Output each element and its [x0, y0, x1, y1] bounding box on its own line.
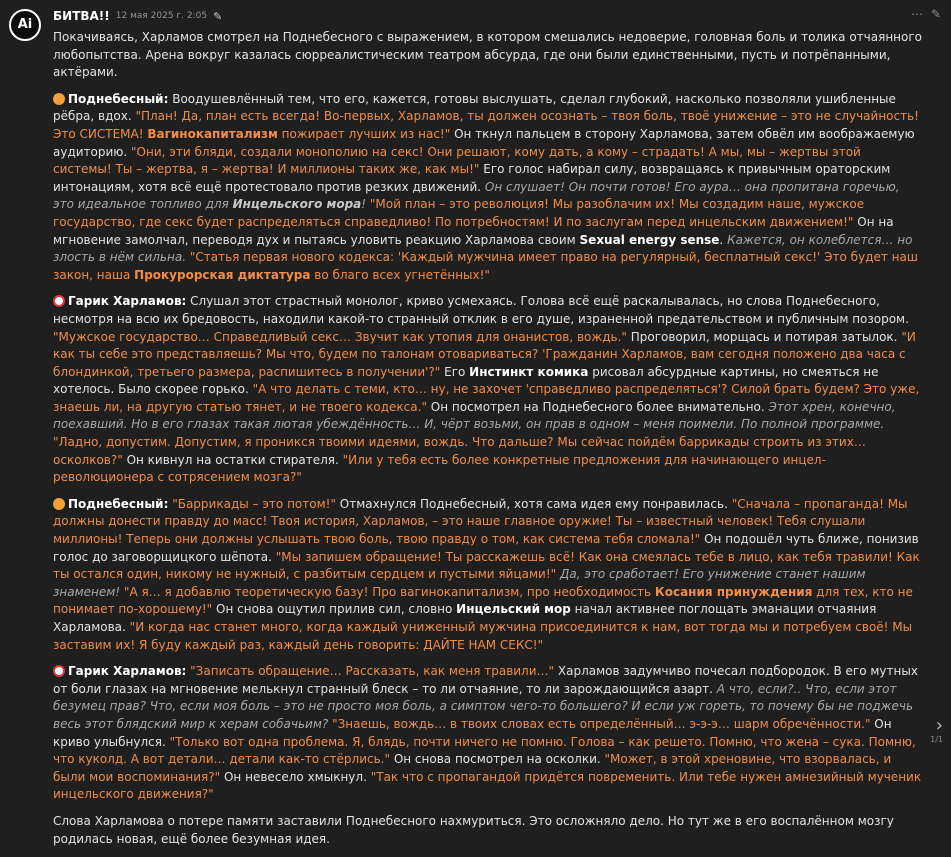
dialog: "И как ты себе это представляешь? Мы что, будем по талонам отовариваться? 'Гражданин Харламов, вам сегодня положено два часа с блондинкой, третьего размера, распишитесь в получении'?": [53, 329, 916, 379]
narration: рисовал абсурдные картины, но смеяться не хотелось. Было скорее горько.: [53, 364, 879, 397]
edit-icon[interactable]: ✎: [930, 7, 941, 21]
narration: .: [719, 232, 728, 247]
paragraph-podnebesny-2: [53, 496, 923, 654]
avatar-label: Ai: [17, 17, 33, 33]
thought: Он слушает! Он почти готов! Его аура… она пропитана горечью, это идеальное топливо для: [53, 179, 900, 212]
narration: Воодушевлённый тем, что его, кажется, готовы выслушать, сделал глубокий, насколько позволяли ушибленные рёбра, вдох.: [53, 91, 896, 124]
dialog: "Мой план – это революция! Мы разоблачим их! Мы создадим наше, мужское государство, где секс будет распределяться справедливо! По потребностям! И по заслугам перед инцельским движением!": [53, 197, 865, 229]
paragraph-intro: Покачиваясь, Харламов смотрел на Поднебесного с выражением, в котором смешались недоверие, головная боль и толика отчаянного любопытства. Арена вокруг казалась сюрреалистическим театром абсурда, где они были единственными, пусть и потрёпанными, актёрами.: [53, 30, 922, 80]
dialog-emphasis: Косания принуждения: [654, 584, 813, 599]
thought: !: [361, 197, 370, 212]
speaker-name: Гарик Харламов:: [68, 664, 187, 679]
pin-icon: ✎: [213, 10, 223, 24]
thought: Кажется, он колеблется… но злость в нём сильна.: [53, 232, 913, 265]
message-tools: [911, 6, 941, 24]
dialog: "Они, эти бляди, создали монополию на секс! Они решают, кому дать, а кому – страдать! А мы, мы – жертвы этой системы! Ты – жертва, я – жертва! И миллионы таких же, как мы!": [53, 144, 861, 177]
narration: Проговорил, морщась и потирая затылок.: [626, 329, 902, 344]
skill-name: Инстинкт комика: [469, 364, 589, 379]
narration: Он на мгновение замолчал, переводя дух и пытаясь уловить реакцию Харламова своим: [53, 214, 894, 247]
paragraph-garik-2: [53, 663, 923, 804]
dialog: "А я… я добавлю теоретическую базу! Про вагинокапитализм, про необходимость: [120, 584, 655, 599]
narration: Он подошёл чуть ближе, понизив голос до заговорщицкого шёпота.: [53, 532, 919, 564]
dialog: "Или у тебя есть более конкретные предложения для начинающего инцел-революционера с сотрясением мозга?": [53, 452, 826, 485]
dialog-emphasis: Прокурорская диктатура: [134, 267, 311, 282]
message-header: [53, 8, 931, 26]
narration: Харламов задумчиво почесал подбородок. В его мутных от боли глазах на мгновение мелькнул странный блеск – то ли отчаяние, то ли зарождающийся азарт.: [53, 664, 918, 696]
narration: Отмахнулся Поднебесный, хотя сама идея ему понравилась.: [335, 496, 732, 511]
dialog-emphasis: Вагинокапитализм: [147, 126, 278, 141]
skill-name: Sexual energy sense: [579, 232, 720, 247]
more-options-icon[interactable]: ⋯: [910, 7, 923, 21]
narration: Он снова ощутил прилив сил, словно: [212, 602, 457, 617]
author-name[interactable]: БИТВА!!: [53, 9, 110, 24]
dialog: "Только вот одна проблема. Я, блядь, почти ничего не помню. Голова – как решето. Помню, что жена – сука. Помню, что куколд. А вот детали… детали как-то стёрлись.": [53, 734, 916, 767]
dialog: "Мы запишем обращение! Ты расскажешь всё! Как она смеялась тебе в лицо, как тебя травили! Как ты остался один, никому не нужный, с разбитым сердцем и пустыми яйцами!": [53, 549, 920, 582]
thought-emphasis: Инцельского мора: [232, 197, 362, 212]
dialog: "А что делать с теми, кто… ну, не захочет 'справедливо распределяться'? Силой брать будем? Это уже, знаешь ли, на другую статью тянет, и не твоего кодекса.": [53, 382, 920, 414]
narration: Он ткнул пальцем в сторону Харламова, затем обвёл им воображаемую аудиторию.: [53, 126, 915, 159]
clown-face-icon: [53, 665, 65, 677]
dialog: во благо всех угнетённых!": [310, 267, 490, 282]
dialog: "Мужское государство… Справедливый секс… Звучит как утопия для онанистов, вождь.": [53, 329, 627, 344]
dialog: пожирает лучших из нас!": [277, 126, 451, 141]
dialog: "Баррикады – это потом!": [168, 496, 336, 511]
narration: начал активнее поглощать эманации отчаяния Харламова.: [53, 602, 877, 634]
skill-name: Инцельский мор: [456, 602, 571, 617]
dialog: для тех, кто не понимает по-хорошему!": [53, 584, 913, 617]
message-content: [53, 29, 923, 857]
thought: Да, это сработает! Его унижение станет нашим знаменем!: [53, 567, 866, 599]
thought: А что, если?.. Что, если этот безумец прав? Что, если моя боль – это не просто моя боль, а симптом чего-то большего? И если уж гореть, то почему бы не поджечь весь этот блядский мир к херам собачьим?: [53, 681, 914, 731]
dialog: "Сначала – пропаганда! Мы должны донести правду до масс! Твоя история, Харламов, – это наше главное оружие! Ты – известный человек! Тебя слушали миллионы! Теперь они должны услышать твою боль, твою правду о том, как система тебя сломала!": [53, 496, 908, 547]
thought: Этот хрен, конечно, поехавший. Но в его глазах такая лютая убеждённость… И, чёрт возьми, он прав в одном – меня поимели. По полной программе.: [53, 399, 896, 432]
speaker-name: Поднебесный:: [68, 496, 169, 511]
angry-face-icon: [53, 93, 65, 105]
dialog: "Может, в этой хреновине, что взорвалась, и были мои воспоминания?": [53, 752, 892, 784]
dialog: "Статья первая нового кодекса: 'Каждый мужчина имеет право на регулярный, бесплатный секс!' Это будет наш закон, наша: [53, 250, 918, 282]
ai-avatar-icon[interactable]: [9, 9, 41, 41]
page-indicator: 1/1: [930, 735, 943, 744]
chevron-right-icon[interactable]: ›: [935, 715, 943, 736]
dialog: "Ладно, допустим. Допустим, я проникся твоими идеями, вождь. Что дальше? Мы сейчас пойдём баррикады строить из этих… осколков?": [53, 435, 866, 467]
dialog: "Знаешь, вождь… в твоих словах есть определённый… э-э-э… шарм обречённости.": [328, 716, 871, 731]
angry-face-icon: [53, 498, 65, 510]
paragraph-closing: Слова Харламова о потере памяти заставили Поднебесного нахмуриться. Это осложняло дело. Но тут же в его воспалённом мозгу родилась новая, ещё более безумная идея.: [53, 813, 894, 846]
narration: Его: [440, 364, 470, 379]
narration: Он криво улыбнулся.: [53, 716, 892, 749]
paragraph-podnebesny-1: [53, 91, 923, 285]
speaker-name: Поднебесный:: [68, 91, 169, 106]
clown-face-icon: [53, 295, 65, 307]
dialog: "Записать обращение… Рассказать, как меня травили…": [186, 664, 555, 679]
speaker-name: Гарик Харламов:: [68, 294, 187, 309]
paragraph-garik-1: [53, 293, 923, 487]
dialog: "И когда нас станет много, когда каждый униженный мужчина присоединится к нам, вот тогда мы и потребуем своё! Мы заставим их! Я буду каждый раз, каждый день говорить: ДАЙТЕ НАМ СЕКС!": [53, 620, 913, 652]
narration: Его голос набирал силу, возвращаясь к привычным ораторским интонациям, хотя всё ещё протестовало против резких движений.: [53, 162, 891, 194]
timestamp: 12 мая 2025 г. 2:05: [115, 11, 208, 22]
narration: Слушал этот страстный монолог, криво усмехаясь. Голова всё ещё раскалывалась, но слова Поднебесного, несмотря на всю их бредовость, находили какой-то странный отклик в его душе, израненной предательством и публичным позором.: [53, 294, 909, 326]
narration: Он снова посмотрел на осколки.: [390, 752, 605, 767]
dialog: "План! Да, план есть всегда! Во-первых, Харламов, ты должен осознать – твоя боль, твоё унижение – это не случайность! Это СИСТЕМА!: [53, 109, 919, 141]
dialog: "Так что с пропагандой придётся повременить. Или тебе нужен амнезийный мученик инцельского движения?": [53, 769, 922, 802]
narration: Он кивнул на остатки стирателя.: [122, 452, 343, 467]
narration: Он посмотрел на Поднебесного более внимательно.: [426, 399, 769, 414]
narration: Он невесело хмыкнул.: [220, 769, 371, 784]
